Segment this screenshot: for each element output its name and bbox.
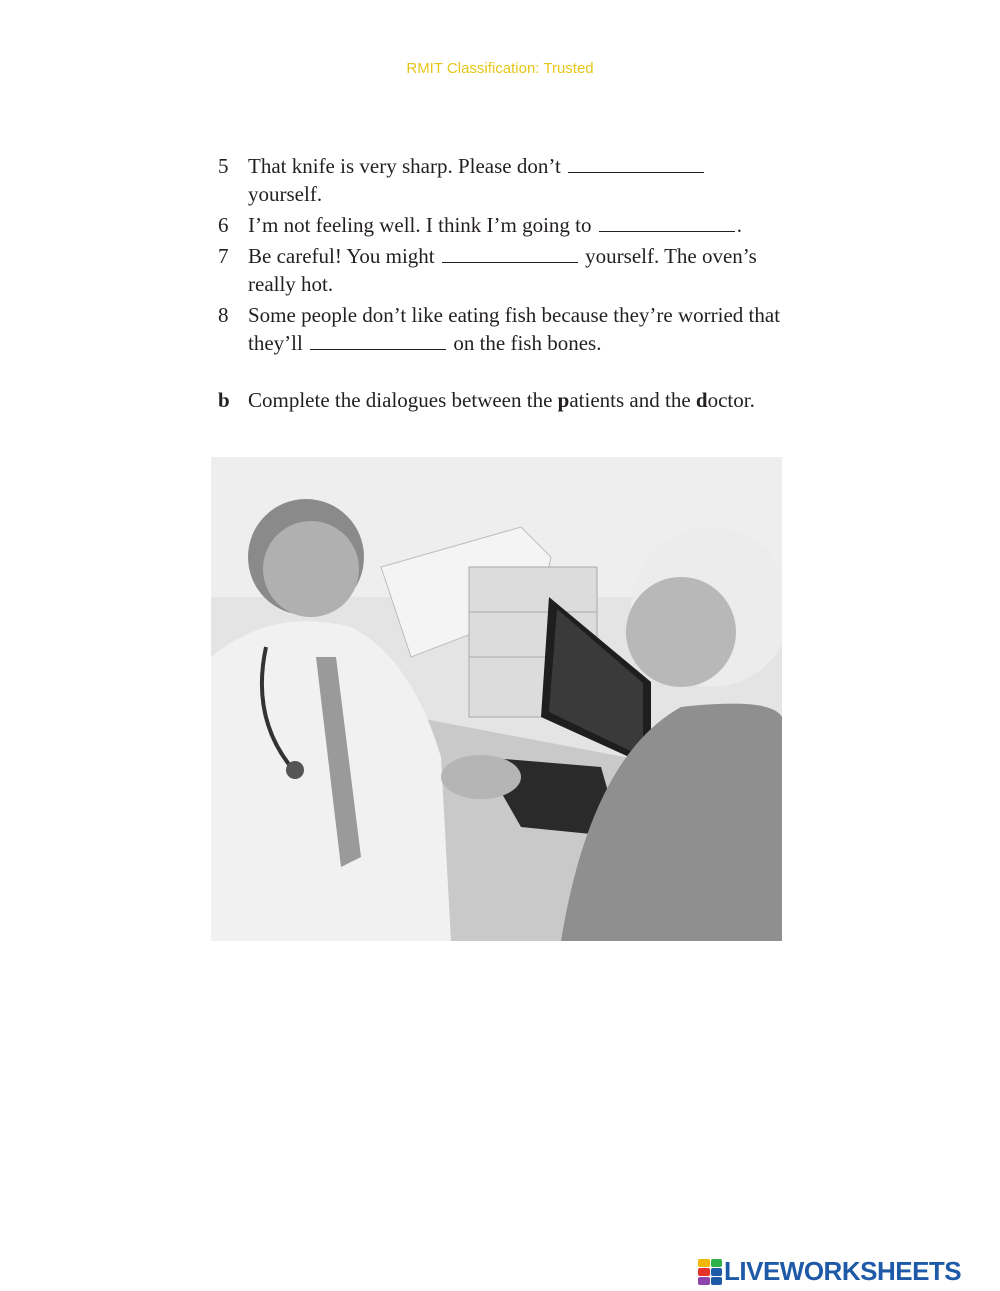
instruction-part: octor. xyxy=(707,388,755,412)
answer-blank[interactable] xyxy=(442,244,578,263)
exercise-item-6 xyxy=(218,211,798,239)
item-text-before: Some people don’t like eating fish because they’re worried that they’ll xyxy=(248,303,781,355)
item-number: 8 xyxy=(218,303,229,327)
exercise-item-8 xyxy=(218,301,798,357)
exercise-letter: b xyxy=(218,388,230,412)
item-text-after: . xyxy=(736,213,743,237)
logo-mark-icon xyxy=(698,1259,722,1285)
exercise-b-instruction xyxy=(218,386,778,414)
doctor-patient-photo xyxy=(211,457,782,941)
logo-tile xyxy=(711,1259,723,1267)
instruction-part: atients and the xyxy=(569,388,696,412)
item-text-after: yourself. xyxy=(248,182,323,206)
logo-text: LIVEWORKSHEETS xyxy=(724,1256,962,1286)
instruction-bold: p xyxy=(557,388,570,412)
logo-tile xyxy=(711,1277,723,1285)
item-text-after: on the fish bones. xyxy=(453,331,602,355)
exercise-item-7 xyxy=(218,242,798,298)
item-text-before: That knife is very sharp. Please don’t xyxy=(248,154,561,178)
logo-tile xyxy=(698,1259,710,1267)
logo-tile xyxy=(698,1277,710,1285)
answer-blank[interactable] xyxy=(568,154,704,173)
logo-tile xyxy=(698,1268,710,1276)
item-number: 5 xyxy=(218,154,229,178)
item-text-before: Be careful! You might xyxy=(248,244,435,268)
classification-label: RMIT Classification: Trusted xyxy=(406,60,594,77)
item-number: 7 xyxy=(218,244,229,268)
instruction-part: Complete the dialogues between the xyxy=(248,388,558,412)
exercise-item-5 xyxy=(218,152,798,208)
item-text-before: I’m not feeling well. I think I’m going to xyxy=(248,213,592,237)
item-text-after: yourself. The oven’s really hot. xyxy=(248,244,757,296)
exercise-a xyxy=(218,152,798,360)
photo-illustration xyxy=(211,457,782,941)
liveworksheets-logo xyxy=(698,1256,961,1287)
instruction-bold: d xyxy=(695,388,708,412)
logo-tile xyxy=(711,1268,723,1276)
item-number: 6 xyxy=(218,213,229,237)
answer-blank[interactable] xyxy=(599,213,735,232)
instruction-text xyxy=(248,386,755,414)
answer-blank[interactable] xyxy=(310,331,446,350)
